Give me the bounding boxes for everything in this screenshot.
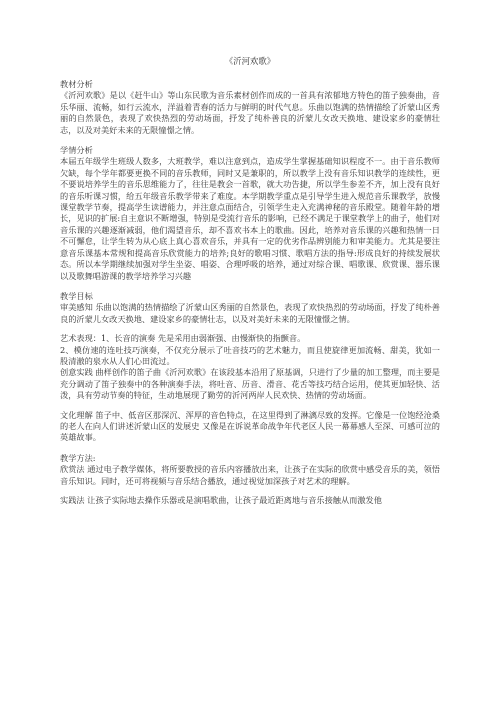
section-heading: 教学方法: xyxy=(60,452,96,463)
paragraph: 审美感知 乐曲以饱满的热情描绘了沂蒙山区秀丽的自然景色，表现了欢快热烈的劳动场面，抒发了纯朴善良的沂蒙儿女改天换地、建设家乡的豪情壮志，以及对美好未来的无限憧憬之情。 xyxy=(60,302,440,324)
paragraph: 艺术表现：1、长音的演奏 先是采用由弱渐强、由慢渐快的指颤音。 xyxy=(60,333,306,344)
section-student-analysis xyxy=(60,145,440,282)
section-heading: 教学目标 xyxy=(60,290,93,301)
section-heading: 教材分析 xyxy=(60,79,93,89)
paragraph-gap xyxy=(60,402,440,410)
paragraph: 《沂河欢歌》是以《赶牛山》等山东民歌为音乐素材创作而成的一首具有浓郁地方特色的笛子独奏曲，音乐华丽、流畅，如行云流水，洋溢着青春的活力与鲜明的时代气息。乐曲以饱满的热情描绘了沂蒙山区秀丽的自然景色，表现了欢快热烈的劳动场面，抒发了纯朴善良的沂蒙儿女改天换地、建设家乡的豪情壮志，以及对美好未来的无限憧憬之情。 xyxy=(60,90,440,135)
paragraph: 2、模仿速的连吐技巧演奏，不仅充分展示了吐音技巧的艺术魅力，而且使旋律更加流畅、甜美，犹如一股清澈的泉水从人们心田流过。 xyxy=(60,344,440,366)
paragraph: 本届五年级学生班级人数多，大班教学，难以注意到点，造成学生掌握基础知识程度不一。由于音乐教师欠缺，每个学年都要更换不同的音乐教师，同时又是兼职的，所以教学上没有音乐知识教学的连续性，更不要说培养学生的音乐思维能力了，往往是教会一首歌，就大功告捷，所以学生参差不齐，加上没有良好的音乐听课习惯，给五年级音乐教学带来了难度。本学期教学重点是引导学生进入规范音乐课教学，放慢课堂教学节奏，提高学生读谱能力，并注意点面结合，引领学生走入充满神秘的音乐殿堂。随着年龄的增长，见识的扩展:自主意识不断增强，特别是受流行音乐的影响，已经不满足于课堂教学上的曲子，他们对音乐课的兴趣逐渐减弱，他们渴望音乐，却不喜欢书本上的歌曲。因此，培养对音乐课的兴趣和热情一日不可懈怠，让学生转为从心底上真心喜欢音乐，并具有一定的优劣作品辨别能力和审美能力。尤其是要注意音乐课基本常规和提高音乐欣赏能力的培养;良好的歌唱习惯、歌唱方法的指导:形成良好的持续发展状态。所以本学期继续加强对学生坐姿、唱姿、合理呼吸的培养，通过对综合课、唱歌课、欣赏课、器乐课以及歌舞唱游课的教学培养学习兴趣 xyxy=(60,156,440,281)
paragraph: 文化理解 笛子中、低音区那深沉、浑厚的音色特点，在这里得到了淋漓尽致的发挥。它像是一位饱经沧桑的老人在向人们讲述沂蒙山区的发展史 又像是在诉说革命战争年代老区人民一幕幕感人至深、可感可泣的英雄故事。 xyxy=(60,409,440,443)
section-textbook-analysis xyxy=(60,79,440,136)
section-teaching-methods xyxy=(60,453,440,507)
paragraph: 实践法 让孩子实际地去操作乐器或是演唱歌曲，让孩子最近距离地与音乐接触从而激发他 xyxy=(60,495,382,505)
document-title: 《沂河欢歌》 xyxy=(224,56,276,66)
paragraph: 欣赏法 通过电子教学媒体，将所要教授的音乐内容播放出来，让孩子在实际的欣赏中感受音乐的美，领悟音乐知识。同时，还可将视频与音乐结合播放，通过视觉加深孩子对艺术的理解。 xyxy=(60,464,440,486)
paragraph-gap xyxy=(60,325,440,333)
paragraph: 创意实践 曲样创作的笛子曲《沂河欢歌》在该段基本沿用了原基调，只进行了少量的加工整理，而主要是充分调动了笛子独奏中的各种演奏手法，将吐音、历音、滑音、花舌等技巧结合运用，使其更加轻快、活泼，具有劳动节奏的特征，生动地展现了勤劳的沂河两岸人民欢快、热情的劳动场面。 xyxy=(60,367,440,401)
paragraph-gap xyxy=(60,487,440,495)
section-teaching-goals xyxy=(60,291,440,444)
section-heading: 学情分析 xyxy=(60,145,93,156)
